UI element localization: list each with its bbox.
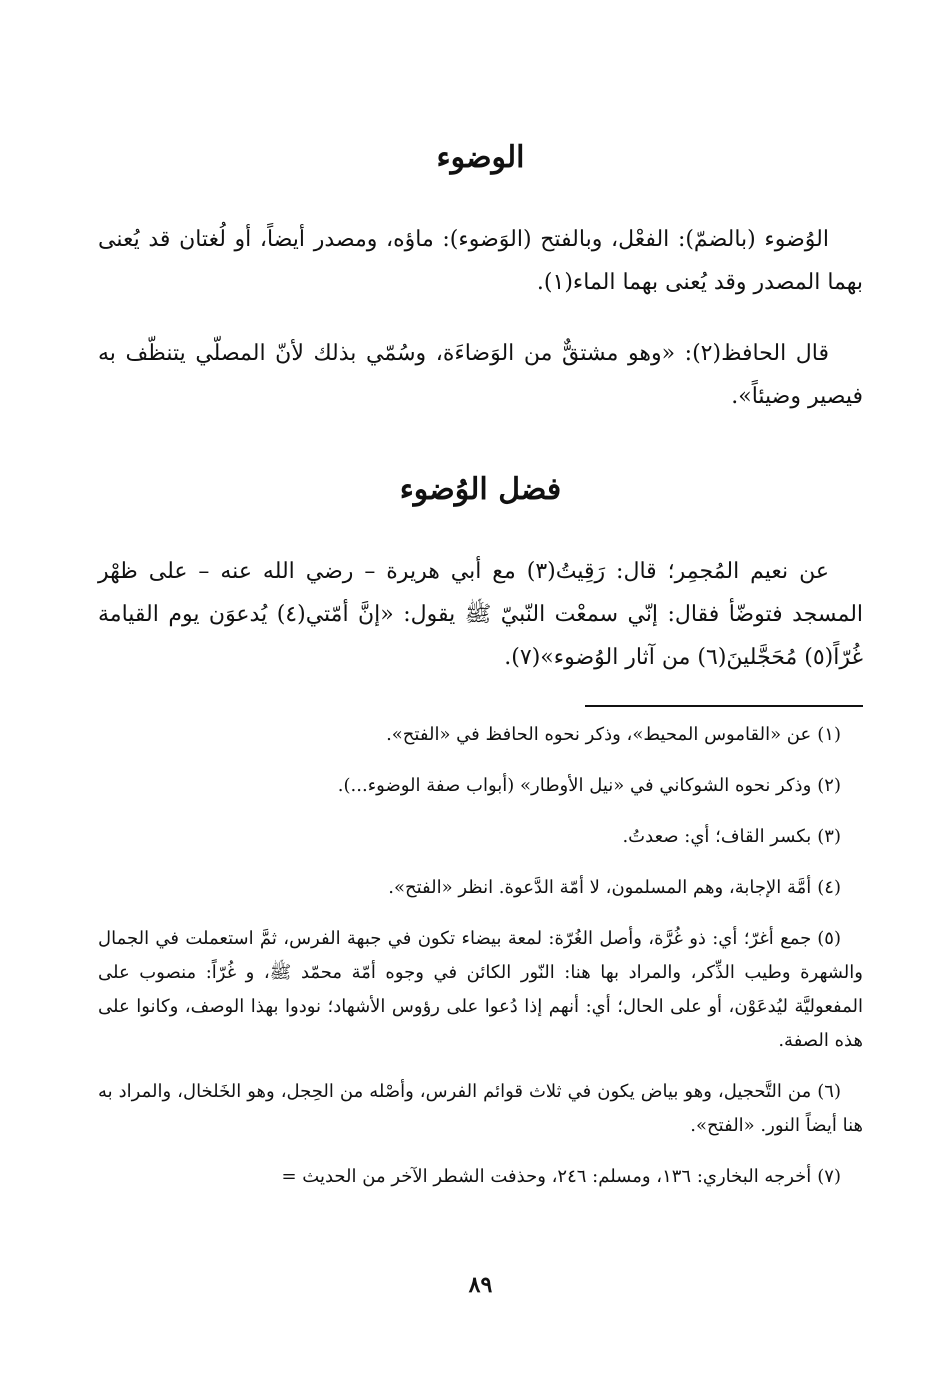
footnote-divider bbox=[585, 705, 863, 707]
footnote-item bbox=[98, 820, 863, 854]
footnote-item bbox=[98, 1160, 863, 1194]
footnote-text: من التَّحجيل، وهو بياض يكون في ثلاث قوائم الفرس، وأصْله من الحِجل، وهو الخَلخال، والمراد به هنا أيضاً النور. «الفتح». bbox=[98, 1081, 863, 1136]
footnote-number: (١) bbox=[817, 724, 841, 745]
paragraph-hadith: عن نعيم المُجمِر؛ قال: رَقِيتُ(٣) مع أبي هريرة – رضي الله عنه – على ظهْر المسجد فتوضّأ فقال: إنّي سمعْت النّبيّ ﷺ يقول: «إنَّ أمّتي(٤) يُدعوَن يوم القيامة غُرّاً(٥) مُحَجَّلينَ(٦) من آثار الوُضوء»(٧). bbox=[98, 559, 864, 670]
footnote-text: بكسر القاف؛ أي: صعدتُ. bbox=[622, 826, 812, 847]
footnote-item bbox=[98, 718, 863, 752]
book-page bbox=[98, 0, 863, 1379]
footnote-item bbox=[98, 1075, 863, 1143]
footnote-number: (٢) bbox=[817, 775, 841, 796]
paragraph-definition: الوُضوء (بالضمّ): الفعْل، وبالفتح (الوَضوء): ماؤه، ومصدر أيضاً، أو لُغتان قد يُعنى بهما المصدر وقد يُعنى بهما الماء(١). bbox=[98, 227, 863, 295]
footnote-number: (٧) bbox=[817, 1166, 841, 1187]
footnote-text: جمع أغرّ؛ أي: ذو غُرَّة، وأصل الغُرّة: لمعة بيضاء تكون في جبهة الفرس، ثمَّ استعملت في الجمال والشهرة وطيب الذِّكر، والمراد بها هنا: النّور الكائن في وجوه أمّة محمّد ﷺ، و غُرّاً: منصوب على المفعوليَّة ليُدعَوْن، أو على الحال؛ أي: أنهم إذا دُعوا على رؤوس الأشهاد؛ نودوا بهذا الوصف، وكانوا على هذه الصفة. bbox=[98, 928, 863, 1051]
footnote-text: أخرجه البخاري: ١٣٦، ومسلم: ٢٤٦، وحذفت الشطر الآخر من الحديث = bbox=[281, 1166, 812, 1187]
paragraph-hafiz-quote: قال الحافظ(٢): «وهو مشتقٌّ من الوَضاءَة، وسُمّي بذلك لأنّ المصلّي يتنظّف به فيصير وضيئاً». bbox=[98, 341, 863, 409]
footnotes-list bbox=[98, 718, 863, 1211]
footnote-item bbox=[98, 769, 863, 803]
footnote-number: (٦) bbox=[817, 1081, 841, 1102]
section-title-wudu: الوضوء bbox=[436, 140, 525, 175]
footnote-number: (٥) bbox=[817, 928, 841, 949]
footnote-item bbox=[98, 922, 863, 1058]
footnote-text: وذكر نحوه الشوكاني في «نيل الأوطار» (أبواب صفة الوضوء...). bbox=[337, 775, 812, 796]
footnote-number: (٣) bbox=[817, 826, 841, 847]
footnote-number: (٤) bbox=[817, 877, 841, 898]
footnote-item bbox=[98, 871, 863, 905]
section-title-virtue: فضل الوُضوء bbox=[399, 472, 562, 507]
page-number: ٨٩ bbox=[468, 1272, 493, 1298]
footnote-text: أمَّة الإجابة، وهم المسلمون، لا أمّة الدَّعوة. انظر «الفتح». bbox=[388, 877, 812, 898]
footnote-text: عن «القاموس المحيط»، وذكر نحوه الحافظ في «الفتح». bbox=[386, 724, 812, 745]
